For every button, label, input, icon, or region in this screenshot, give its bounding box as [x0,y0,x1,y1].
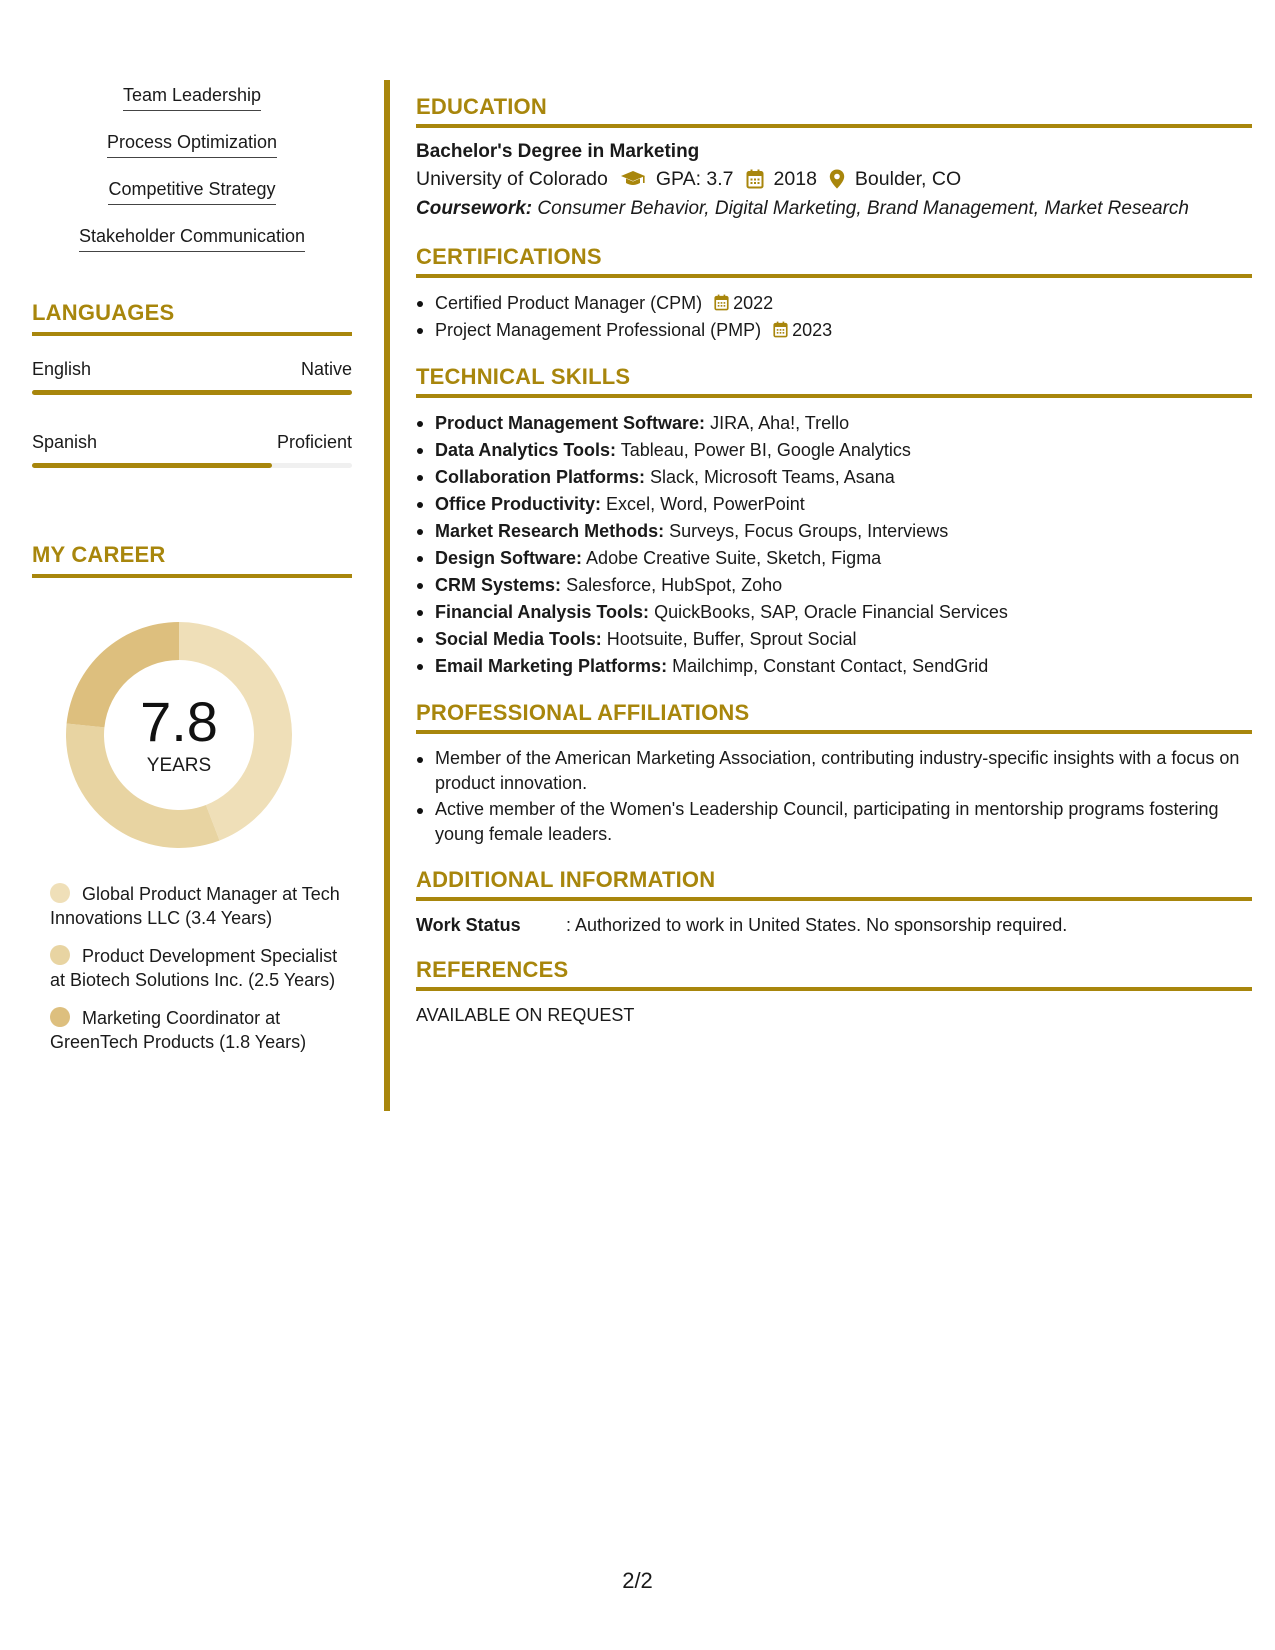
technical-skill-item [416,626,1252,653]
technical-skill-item [416,518,1252,545]
career-total-years: 7.8 [140,690,218,753]
location-pin-icon [829,169,845,189]
legend-dot [50,883,70,903]
skill-values: Salesforce, HubSpot, Zoho [566,575,783,595]
language-level: Proficient [276,432,352,452]
skill-tags [32,84,352,272]
affiliations-heading: PROFESSIONAL AFFILIATIONS [416,700,1252,734]
language-row [32,358,352,380]
right-column [416,94,1252,1047]
technical-skill-item [416,572,1252,599]
language-bar [32,390,352,395]
languages-section [32,300,352,468]
additional-info-heading: ADDITIONAL INFORMATION [416,867,1252,901]
technical-skill-item [416,464,1252,491]
calendar-icon [746,169,764,189]
skill-values: QuickBooks, SAP, Oracle Financial Services [654,602,1008,622]
affiliations-list [416,746,1252,847]
education-details [416,164,1252,194]
skill-values: JIRA, Aha!, Trello [710,413,850,433]
language-bar-fill [32,390,352,395]
language-bar-fill [32,463,272,468]
certification-year: 2022 [733,293,774,313]
affiliation-item: Active member of the Women's Leadership Council, participating in mentorship programs fostering young female leaders. [416,797,1252,847]
skill-category: Data Analytics Tools: [435,440,617,460]
references-text: AVAILABLE ON REQUEST [416,1005,635,1025]
affiliations-section [416,700,1252,847]
skill-tag: Stakeholder Communication [79,225,305,252]
career-legend [50,882,340,1054]
references-heading: REFERENCES [416,957,1252,991]
career-years-unit: YEARS [146,755,212,776]
skill-category: Product Management Software: [435,413,706,433]
career-legend-label: Marketing Coordinator at GreenTech Products (1.8 Years) [50,1008,307,1052]
coursework-label: Coursework: [416,198,533,219]
skill-values: Adobe Creative Suite, Sketch, Figma [586,548,882,568]
skill-category: Social Media Tools: [435,629,602,649]
gpa: GPA: 3.7 [655,168,734,190]
additional-info-section [416,867,1252,937]
career-legend-item [50,882,340,930]
calendar-icon [773,321,788,338]
coursework [416,194,1252,224]
skill-tag: Competitive Strategy [108,178,275,205]
language-bar [32,463,352,468]
references-section [416,957,1252,1027]
education-heading: EDUCATION [416,94,1252,128]
skill-tag: Team Leadership [123,84,261,111]
language-level: Native [300,359,352,379]
skill-category: Financial Analysis Tools: [435,602,650,622]
technical-skill-item [416,599,1252,626]
language-name: English [32,359,92,379]
work-status-value: : Authorized to work in United States. No sponsorship required. [566,915,1068,935]
column-divider [384,80,390,1111]
certification-name: Certified Product Manager (CPM) [435,293,703,313]
skill-category: Market Research Methods: [435,521,665,541]
language-name: Spanish [32,432,98,452]
career-legend-item [50,944,340,992]
work-status-row [416,913,1252,937]
coursework-list: Consumer Behavior, Digital Marketing, Brand Management, Market Research [537,198,1189,219]
skill-category: Design Software: [435,548,583,568]
skill-values: Hootsuite, Buffer, Sprout Social [606,629,857,649]
technical-skills-heading: TECHNICAL SKILLS [416,364,1252,398]
skill-tag: Process Optimization [107,131,277,158]
skill-category: Collaboration Platforms: [435,467,646,487]
certifications-section [416,244,1252,344]
career-legend-label: Global Product Manager at Tech Innovations LLC (3.4 Years) [50,884,340,928]
technical-skill-item [416,653,1252,680]
affiliation-item: Member of the American Marketing Association, contributing industry-specific insights with a focus on product innovation. [416,746,1252,796]
left-column [32,84,352,1052]
skill-values: Surveys, Focus Groups, Interviews [669,521,949,541]
school-name: University of Colorado [416,168,608,190]
calendar-icon [714,294,729,311]
certification-item [416,290,1252,317]
certifications-list [416,290,1252,344]
skill-values: Slack, Microsoft Teams, Asana [650,467,895,487]
technical-skill-item [416,545,1252,572]
career-heading: MY CAREER [32,542,352,578]
degree-title: Bachelor's Degree in Marketing [416,141,700,162]
skill-values: Tableau, Power BI, Google Analytics [620,440,911,460]
technical-skills-list [416,410,1252,680]
career-legend-item [50,1006,340,1054]
certifications-heading: CERTIFICATIONS [416,244,1252,278]
work-status-label: Work Status [416,915,521,935]
skill-category: Email Marketing Platforms: [435,656,668,676]
career-legend-label: Product Development Specialist at Biotech Solutions Inc. (2.5 Years) [50,946,338,990]
certification-year: 2023 [792,320,833,340]
career-section [32,542,352,1068]
technical-skill-item [416,491,1252,518]
certification-name: Project Management Professional (PMP) [435,320,762,340]
technical-skills-section [416,364,1252,680]
graduation-year: 2018 [773,168,817,190]
page-number: 2/2 [622,1568,653,1593]
language-row [32,431,352,453]
certification-item [416,317,1252,344]
skill-category: Office Productivity: [435,494,602,514]
donut-center [66,622,292,848]
legend-dot [50,1007,70,1027]
career-donut-chart [66,622,292,848]
school-location: Boulder, CO [854,168,962,190]
graduation-cap-icon [620,170,646,188]
technical-skill-item [416,437,1252,464]
skill-values: Excel, Word, PowerPoint [606,494,805,514]
legend-dot [50,945,70,965]
technical-skill-item [416,410,1252,437]
education-section [416,94,1252,224]
languages-heading: LANGUAGES [32,300,352,336]
skill-values: Mailchimp, Constant Contact, SendGrid [672,656,989,676]
skill-category: CRM Systems: [435,575,562,595]
